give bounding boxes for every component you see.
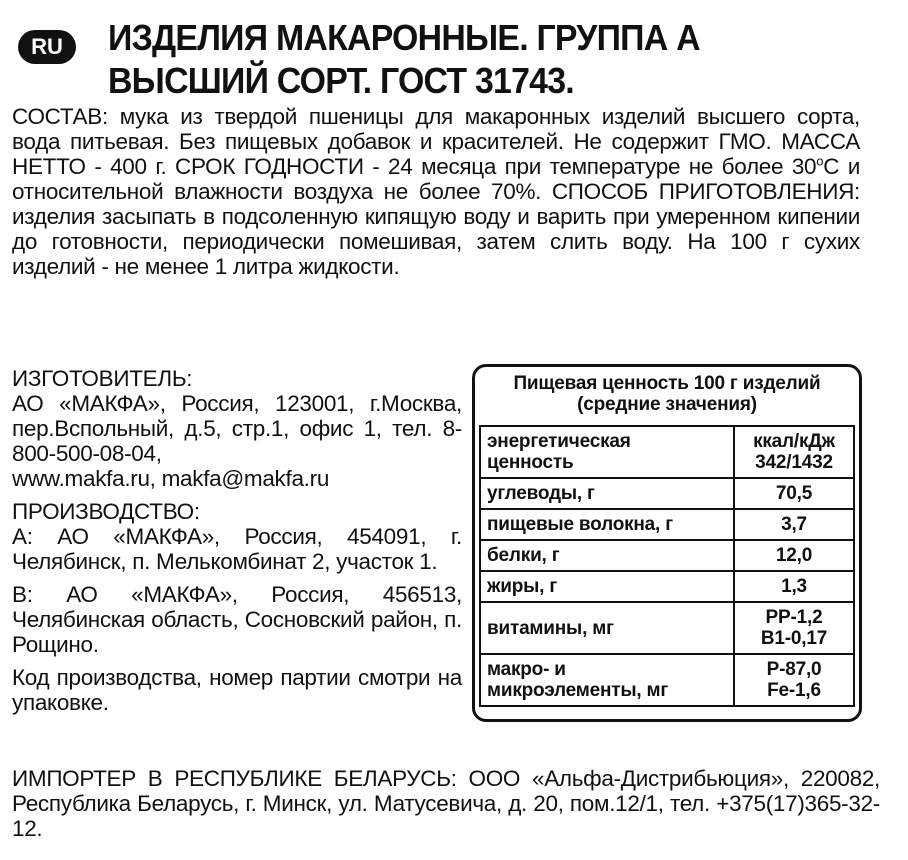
- value-line: ккал/кДж: [753, 431, 835, 452]
- nutrition-header: [475, 367, 859, 425]
- value-line: PP-1,2: [765, 607, 823, 628]
- degree-mark: о: [816, 153, 824, 169]
- nutrition-row-fiber: [480, 509, 854, 540]
- production-code-note: Код производства, номер партии смотри на упаковке.: [12, 665, 462, 715]
- nutrition-row-minerals: [480, 654, 854, 706]
- manufacturer-heading: ИЗГОТОВИТЕЛЬ:: [12, 366, 193, 391]
- manufacturer-info: [12, 366, 462, 715]
- nutrition-value: [734, 602, 854, 654]
- value-line: Fe-1,6: [767, 680, 821, 701]
- value-line: B1-0,17: [760, 628, 828, 649]
- nutrition-row-vitamins: [480, 602, 854, 654]
- label-line: энергетическая: [487, 431, 631, 452]
- title-line-1: ИЗДЕЛИЯ МАКАРОННЫЕ. ГРУППА А: [108, 17, 700, 58]
- manufacturer-web: www.makfa.ru, makfa@makfa.ru: [12, 466, 330, 491]
- nutrition-row-protein: [480, 540, 854, 571]
- nutrition-facts-box: [472, 364, 862, 722]
- value-line: P-87,0: [766, 659, 822, 680]
- nutrition-label: углеводы, г: [480, 478, 734, 509]
- nutrition-label: жиры, г: [480, 571, 734, 602]
- nutrition-label: витамины, мг: [480, 602, 734, 654]
- nutrition-subtitle: (средние значения): [577, 394, 757, 415]
- product-title: [108, 16, 841, 102]
- nutrition-value: [734, 654, 854, 706]
- nutrition-row-energy: [480, 426, 854, 478]
- nutrition-value: 3,7: [734, 509, 854, 540]
- production-site-a: А: АО «МАКФА», Россия, 454091, г. Челябинск, п. Мелькомбинат 2, участок 1.: [12, 524, 462, 574]
- label-line: микроэлементы, мг: [487, 680, 669, 701]
- title-line-2: ВЫСШИЙ СОРТ. ГОСТ 31743.: [108, 60, 574, 101]
- nutrition-label: [480, 654, 734, 706]
- nutrition-value: 12,0: [734, 540, 854, 571]
- production-site-b: В: АО «МАКФА», Россия, 456513, Челябинская область, Сосновский район, п. Рощино.: [12, 582, 462, 657]
- nutrition-label: пищевые волокна, г: [480, 509, 734, 540]
- importer-info: ИМПОРТЕР В РЕСПУБЛИКЕ БЕЛАРУСЬ: ООО «Альфа-Дистрибьюция», 220082, Республика Беларусь, г. Минск, ул. Матусевича, д. 20, пом.12/1, тел. +375(17)365-32-12.: [12, 766, 880, 841]
- ru-language-badge: RU: [18, 30, 76, 64]
- manufacturer-address: АО «МАКФА», Россия, 123001, г.Москва, пер.Вспольный, д.5, стр.1, офис 1, тел. 8-800-500-08-04,: [12, 391, 462, 466]
- composition-paragraph: [12, 104, 860, 279]
- nutrition-title: Пищевая ценность 100 г изделий: [513, 373, 821, 394]
- nutrition-label: [480, 426, 734, 478]
- nutrition-label: белки, г: [480, 540, 734, 571]
- value-line: 342/1432: [755, 452, 833, 473]
- composition-text-2: С и относительной влажности воздуха не более 70%. СПОСОБ ПРИГОТОВЛЕНИЯ: изделия засыпать в подсоленную кипящую воду и варить при умеренном кипении до готовности, периодически помешивая, затем слить воду. На 100 г сухих изделий - не менее 1 литра жидкости.: [12, 154, 860, 279]
- nutrition-value: [734, 426, 854, 478]
- label-line: ценность: [487, 452, 574, 473]
- nutrition-row-carbs: [480, 478, 854, 509]
- nutrition-value: 1,3: [734, 571, 854, 602]
- production-heading: ПРОИЗВОДСТВО:: [12, 499, 200, 524]
- nutrition-table: [479, 425, 855, 707]
- label-line: макро- и: [487, 659, 566, 680]
- composition-text-1: СОСТАВ: мука из твердой пшеницы для макаронных изделий высшего сорта, вода питьевая. Без пищевых добавок и красителей. Не содержит ГМО. МАССА НЕТТО - 400 г. СРОК ГОДНОСТИ - 24 месяца при температуре не более 30: [12, 104, 860, 179]
- nutrition-row-fat: [480, 571, 854, 602]
- nutrition-value: 70,5: [734, 478, 854, 509]
